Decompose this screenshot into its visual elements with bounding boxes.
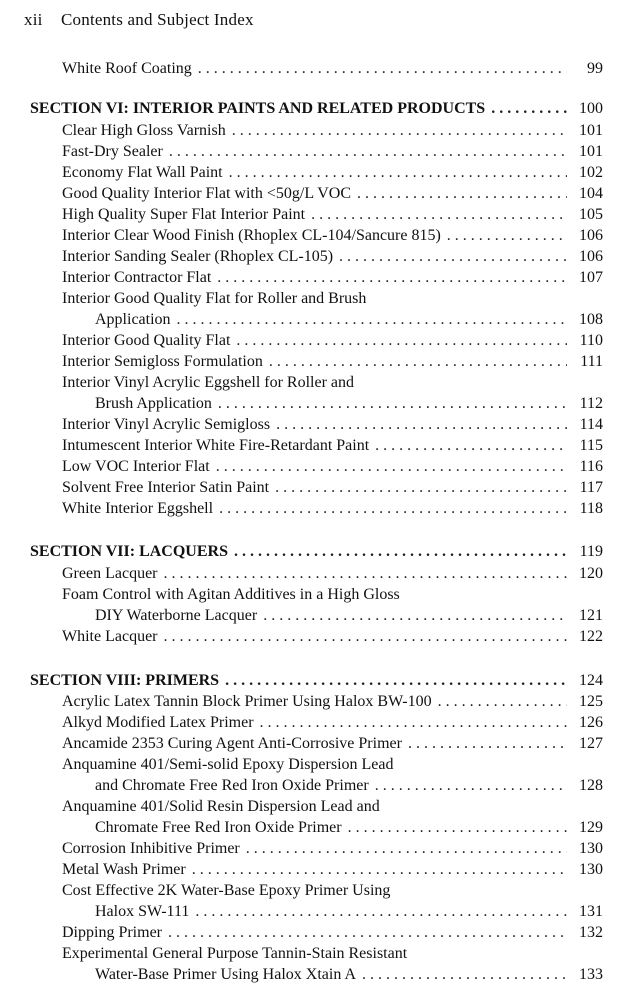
toc-entry — [0, 901, 638, 922]
toc-entry — [0, 754, 638, 775]
toc-title: Acrylic Latex Tannin Block Primer Using Halox BW-100 — [62, 693, 432, 710]
toc-title: Low VOC Interior Flat — [62, 458, 210, 475]
toc-title: Intumescent Interior White Fire-Retardant Paint — [62, 437, 370, 454]
dot-leader — [192, 859, 567, 880]
toc-title: Fast-Dry Sealer — [62, 143, 163, 160]
dot-leader — [275, 477, 567, 498]
toc-title: Dipping Primer — [62, 924, 162, 941]
toc-entry — [0, 691, 638, 712]
toc-section-heading — [0, 670, 638, 691]
toc-title: SECTION VII: LACQUERS — [30, 543, 228, 560]
toc-entry — [0, 605, 638, 626]
toc-page-number: 118 — [579, 500, 603, 517]
toc-title: Interior Vinyl Acrylic Eggshell for Roller and — [62, 374, 355, 391]
toc-entry — [0, 288, 638, 309]
toc-section-heading — [0, 98, 638, 119]
dot-leader — [447, 225, 567, 246]
toc-section-heading — [0, 541, 638, 562]
dot-leader — [375, 435, 567, 456]
toc-page-number: 106 — [579, 248, 603, 265]
toc-page-number: 122 — [579, 628, 603, 645]
toc-page-number: 100 — [579, 100, 603, 117]
toc-entry — [0, 183, 638, 204]
toc-title: Clear High Gloss Varnish — [62, 122, 226, 139]
dot-leader — [217, 267, 567, 288]
dot-leader — [263, 605, 567, 626]
toc-title: Chromate Free Red Iron Oxide Primer — [95, 819, 342, 836]
toc-entry — [0, 141, 638, 162]
toc-page-number: 120 — [579, 565, 603, 582]
toc-page-number: 130 — [579, 840, 603, 857]
dot-leader — [311, 204, 567, 225]
dot-leader — [177, 309, 567, 330]
dot-leader — [164, 626, 568, 647]
toc-title: Metal Wash Primer — [62, 861, 186, 878]
toc-page-number: 116 — [579, 458, 603, 475]
toc-title: Application — [95, 311, 171, 328]
toc-entry — [0, 817, 638, 838]
toc-title: Brush Application — [95, 395, 212, 412]
toc-entry — [0, 498, 638, 519]
dot-leader — [339, 246, 567, 267]
toc-title: Interior Vinyl Acrylic Semigloss — [62, 416, 271, 433]
toc-title: Economy Flat Wall Paint — [62, 164, 223, 181]
dot-leader — [229, 162, 567, 183]
toc-title: Solvent Free Interior Satin Paint — [62, 479, 270, 496]
toc-title: SECTION VI: INTERIOR PAINTS AND RELATED PRODUCTS — [30, 100, 486, 117]
toc-entry — [0, 309, 638, 330]
toc-title: Interior Contractor Flat — [62, 269, 212, 286]
toc-page-number: 125 — [579, 693, 603, 710]
toc-entry — [0, 414, 638, 435]
toc-page-number: 128 — [579, 777, 603, 794]
toc-title: Halox SW-111 — [95, 903, 190, 920]
toc-entry — [0, 796, 638, 817]
toc-page-number: 101 — [579, 122, 603, 139]
toc-title: Foam Control with Agitan Additives in a High Gloss — [62, 586, 400, 603]
dot-leader — [225, 670, 567, 691]
dot-leader — [357, 183, 567, 204]
toc-page-number: 133 — [579, 966, 603, 983]
toc-title: and Chromate Free Red Iron Oxide Primer — [95, 777, 369, 794]
toc-page-number: 104 — [579, 185, 603, 202]
dot-leader — [348, 817, 567, 838]
toc-page-number: 102 — [579, 164, 603, 181]
toc-entry — [0, 964, 638, 985]
toc-title: White Roof Coating — [62, 60, 192, 77]
toc-page-number: 132 — [579, 924, 603, 941]
toc-title: Anquamine 401/Semi-solid Epoxy Dispersion Lead — [62, 756, 394, 773]
dot-leader — [276, 414, 567, 435]
toc-title: White Lacquer — [62, 628, 158, 645]
toc-entry — [0, 775, 638, 796]
toc-page-number: 106 — [579, 227, 603, 244]
toc-entry — [0, 584, 638, 605]
dot-leader — [218, 393, 567, 414]
dot-leader — [216, 456, 567, 477]
toc-page-number: 124 — [579, 672, 603, 689]
page-numeral: xii — [24, 10, 43, 29]
toc-entry — [0, 859, 638, 880]
toc-page-number: 105 — [579, 206, 603, 223]
toc-page-number: 127 — [579, 735, 603, 752]
toc-page-number: 131 — [579, 903, 603, 920]
toc-title: Interior Good Quality Flat for Roller and Brush — [62, 290, 367, 307]
toc-title: Water-Base Primer Using Halox Xtain A — [95, 966, 356, 983]
toc-entry — [0, 922, 638, 943]
dot-leader — [236, 330, 567, 351]
toc-page-number: 107 — [579, 269, 603, 286]
dot-leader — [168, 922, 567, 943]
toc-entry — [0, 225, 638, 246]
toc-entry — [0, 58, 638, 79]
toc-entry — [0, 435, 638, 456]
toc-entry — [0, 477, 638, 498]
toc-title: Cost Effective 2K Water-Base Epoxy Primer Using — [62, 882, 391, 899]
toc-title: DIY Waterborne Lacquer — [95, 607, 258, 624]
toc-page-number: 99 — [587, 60, 603, 77]
dot-leader — [198, 58, 567, 79]
toc-title: Green Lacquer — [62, 565, 158, 582]
toc-entry — [0, 943, 638, 964]
dot-leader — [195, 901, 567, 922]
toc-page-number: 115 — [579, 437, 603, 454]
dot-leader — [260, 712, 567, 733]
dot-leader — [491, 98, 567, 119]
toc-page-number: 101 — [579, 143, 603, 160]
toc-page-number: 110 — [579, 332, 603, 349]
toc-page-number: 111 — [580, 353, 603, 370]
toc-title: Ancamide 2353 Curing Agent Anti-Corrosive Primer — [62, 735, 402, 752]
dot-leader — [164, 563, 568, 584]
toc-entry — [0, 626, 638, 647]
toc-page-number: 117 — [579, 479, 603, 496]
toc-title: Anquamine 401/Solid Resin Dispersion Lead and — [62, 798, 380, 815]
toc-entry — [0, 330, 638, 351]
toc-entry — [0, 267, 638, 288]
toc-title: Good Quality Interior Flat with <50g/L VOC — [62, 185, 351, 202]
dot-leader — [438, 691, 567, 712]
toc-page-number: 114 — [579, 416, 603, 433]
toc-entry — [0, 393, 638, 414]
dot-leader — [408, 733, 567, 754]
toc-page-number: 112 — [579, 395, 603, 412]
toc-title: Alkyd Modified Latex Primer — [62, 714, 254, 731]
toc-title: Interior Good Quality Flat — [62, 332, 231, 349]
toc-entry — [0, 733, 638, 754]
toc-entry — [0, 456, 638, 477]
dot-leader — [169, 141, 567, 162]
toc-title: SECTION VIII: PRIMERS — [30, 672, 220, 689]
toc-entry — [0, 880, 638, 901]
toc-page-number: 121 — [579, 607, 603, 624]
running-title: Contents and Subject Index — [61, 10, 254, 29]
toc-page-number: 130 — [579, 861, 603, 878]
toc-title: Interior Semigloss Formulation — [62, 353, 263, 370]
dot-leader — [232, 120, 567, 141]
dot-leader — [246, 838, 567, 859]
toc-entry — [0, 204, 638, 225]
toc-title: White Interior Eggshell — [62, 500, 214, 517]
toc-entry — [0, 351, 638, 372]
toc-entry — [0, 838, 638, 859]
toc-page-number: 108 — [579, 311, 603, 328]
toc-entry — [0, 120, 638, 141]
dot-leader — [362, 964, 567, 985]
toc-entry — [0, 563, 638, 584]
toc-entry — [0, 372, 638, 393]
toc-page-number: 126 — [579, 714, 603, 731]
toc-title: Interior Sanding Sealer (Rhoplex CL-105) — [62, 248, 334, 265]
toc-page-number: 129 — [579, 819, 603, 836]
toc-entry — [0, 162, 638, 183]
dot-leader — [375, 775, 567, 796]
toc-title: Interior Clear Wood Finish (Rhoplex CL-104/Sancure 815) — [62, 227, 441, 244]
toc-title: Corrosion Inhibitive Primer — [62, 840, 240, 857]
toc-entry — [0, 246, 638, 267]
dot-leader — [269, 351, 567, 372]
toc-page-number: 119 — [579, 543, 603, 560]
toc-entry — [0, 712, 638, 733]
dot-leader — [219, 498, 567, 519]
dot-leader — [234, 541, 567, 562]
toc-title: Experimental General Purpose Tannin-Stain Resistant — [62, 945, 408, 962]
toc-title: High Quality Super Flat Interior Paint — [62, 206, 306, 223]
